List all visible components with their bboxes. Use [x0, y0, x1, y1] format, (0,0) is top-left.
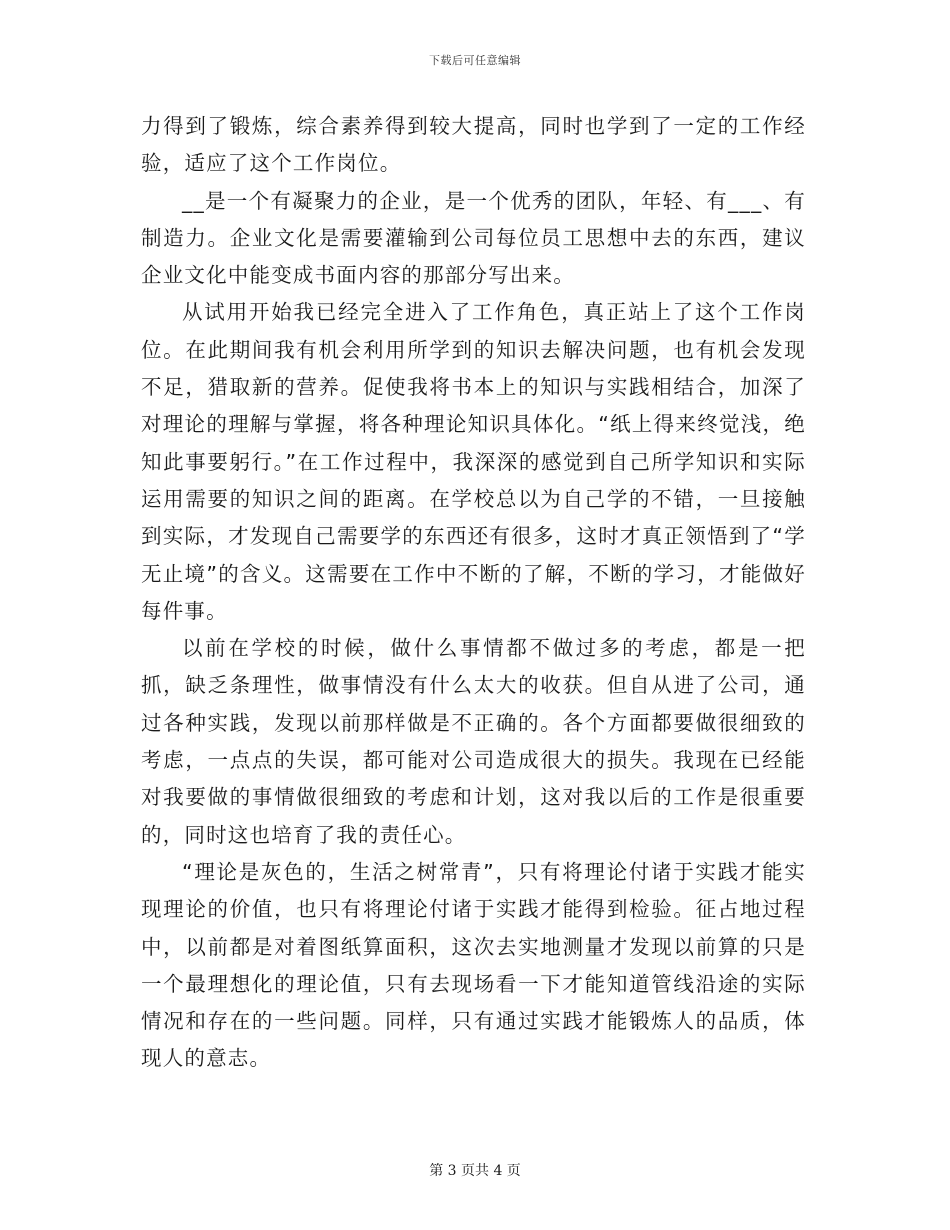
page-header-note: 下载后可任意编辑: [429, 54, 521, 67]
paragraph-4: 以前在学校的时候，做什么事情都不做过多的考虑，都是一把抓，缺乏条理性，做事情没有什么太大的收获。但自从进了公司，通过各种实践，发现以前那样做是不正确的。各个方面都要做很细致的考虑，一点点的失误，都可能对公司造成很大的损失。我现在已经能对我要做的事情做很细致的考虑和计划，这对我以后的工作是很重要的，同时这也培育了我的责任心。: [141, 636, 806, 847]
paragraph-2: __是一个有凝聚力的企业，是一个优秀的团队，年轻、有___、有制造力。企业文化是需要灌输到公司每位员工思想中去的东西，建议企业文化中能变成书面内容的那部分写出来。: [141, 188, 806, 288]
document-body: [141, 108, 806, 1078]
paragraph-3: 从试用开始我已经完全进入了工作角色，真正站上了这个工作岗位。在此期间我有机会利用所学到的知识去解决问题，也有机会发现不足，猎取新的营养。促使我将书本上的知识与实践相结合，加深了对理论的理解与掌握，将各种理论知识具体化。“纸上得来终觉浅，绝知此事要躬行。”在工作过程中，我深深的感觉到自己所学知识和实际运用需要的知识之间的距离。在学校总以为自己学的不错，一旦接触到实际，才发现自己需要学的东西还有很多，这时才真正领悟到了“学无止境”的含义。这需要在工作中不断的了解，不断的学习，才能做好每件事。: [141, 300, 806, 623]
paragraph-5: “理论是灰色的，生活之树常青”，只有将理论付诸于实践才能实现理论的价值，也只有将理论付诸于实践才能得到检验。征占地过程中，以前都是对着图纸算面积，这次去实地测量才发现以前算的只是一个最理想化的理论值，只有去现场看一下才能知道管线沿途的实际情况和存在的一些问题。同样，只有通过实践才能锻炼人的品质，体现人的意志。: [141, 859, 806, 1071]
paragraph-1: 力得到了锻炼，综合素养得到较大提高，同时也学到了一定的工作经验，适应了这个工作岗位。: [141, 114, 806, 176]
page-number-footer: 第 3 页共 4 页: [429, 1163, 521, 1179]
